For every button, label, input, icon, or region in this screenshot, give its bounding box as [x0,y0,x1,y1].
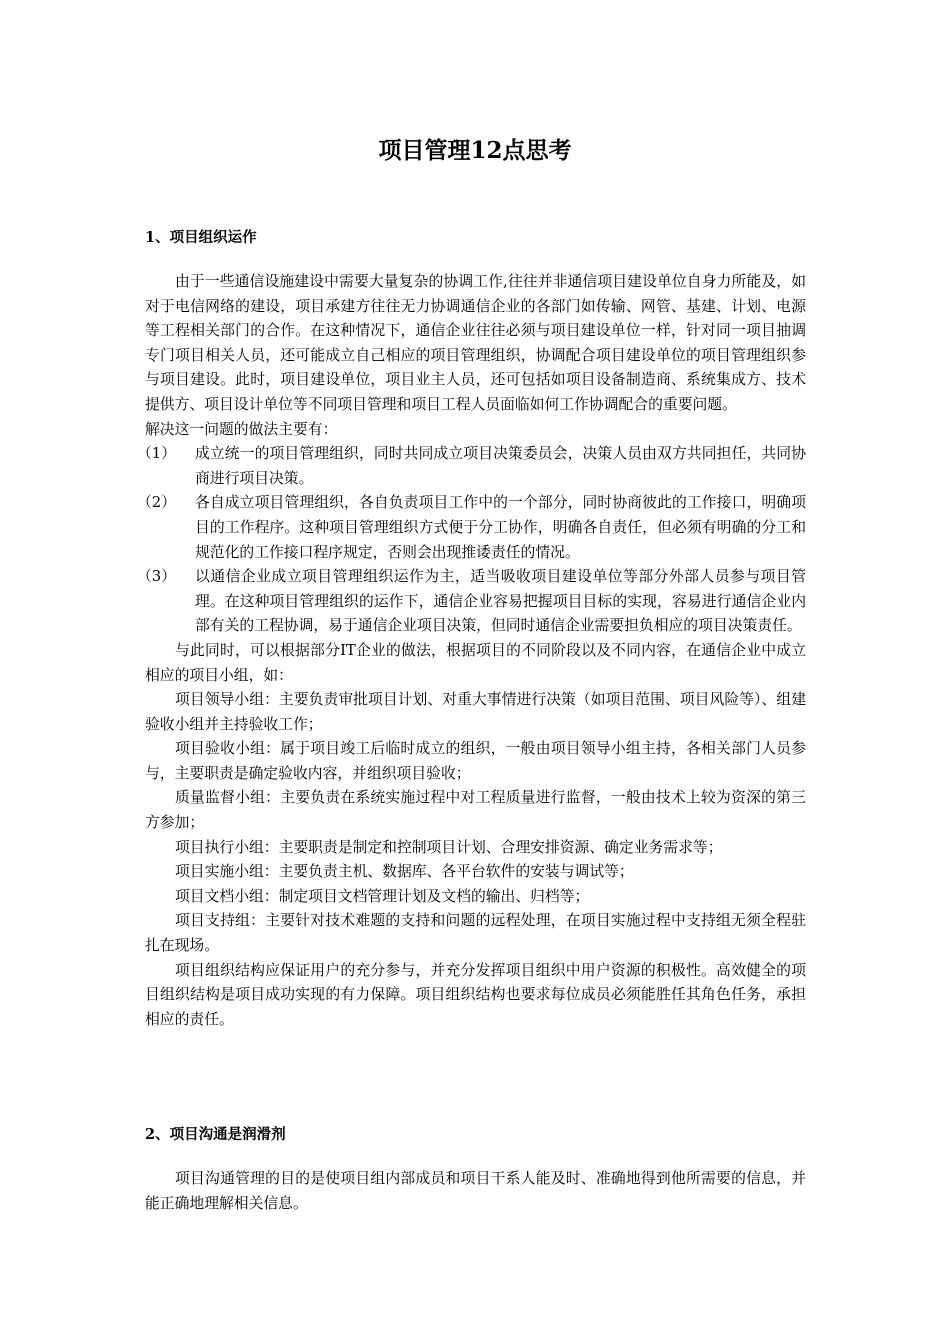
list-item-text: 以通信企业成立项目管理组织运作为主，适当吸收项目建设单位等部分外部人员参与项目管理。在这种项目管理组织的运作下，通信企业容易把握项目目标的实现，容易进行通信企业内部有关的工程协调，易于通信企业项目决策，但同时通信企业需要担负相应的项目决策责任。 [195,568,806,635]
solutions-lead-line: 解决这一问题的做法主要有： [145,420,338,438]
list-item-text: 成立统一的项目管理组织，同时共同成立项目决策委员会，决策人员由双方共同担任，共同协商进行项目决策。 [195,445,806,487]
list-item-text: 各自成立项目管理组织，各自负责项目工作中的一个部分，同时协商彼此的工作接口，明确项目的工作程序。这种项目管理组织方式便于分工协作，明确各自责任，但必须有明确的分工和规范化的工作接口程序规定，否则会出现推诿责任的情况。 [195,494,806,561]
list-item-number: （2） [137,494,177,512]
implementation-group-paragraph: 项目实施小组：主要负责主机、数据库、各平台软件的安装与调试等； [175,863,634,881]
quality-group-paragraph: 质量监督小组：主要负责在系统实施过程中对工程质量进行监督，一般由技术上较为资深的第三方参加； [145,789,806,832]
section-1-intro-paragraph: 由于一些通信设施建设中需要大量复杂的协调工作,往往并非通信项目建设单位自身力所能及，如对于电信网络的建设，项目承建方往往无力协调通信企业的各部门如传输、网管、基建、计划、电源等工程相关部门的合作。在这种情况下，通信企业往往必须与项目建设单位一样，针对同一项目抽调专门项目相关人员，还可能成立自己相应的项目管理组织，协调配合项目建设单位的项目管理组织参与项目建设。此时，项目建设单位，项目业主人员，还可包括如项目设备制造商、系统集成方、技术提供方、项目设计单位等不同项目管理和项目工程人员面临如何工作协调配合的重要问题。 [145,273,806,413]
solution-list-item [137,442,806,491]
documentation-group-paragraph: 项目文档小组：制定项目文档管理计划及文档的输出、归档等； [175,887,590,905]
section-heading-1: 1、项目组织运作 [145,229,257,246]
leadership-group-paragraph: 项目领导小组：主要负责审批项目计划、对重大事情进行决策（如项目范围、项目风险等）、组建验收小组并主持验收工作； [145,691,806,733]
document-title: 项目管理12点思考 [378,137,572,164]
support-group-paragraph: 项目支持组：主要针对技术难题的支持和问题的远程处理，在项目实施过程中支持组无须全程驻扎在现场。 [145,912,806,955]
section-1-body [137,270,806,1032]
solution-list-item [137,565,806,639]
org-structure-paragraph: 项目组织结构应保证用户的充分参与，并充分发挥项目组织中用户资源的积极性。高效健全的项目组织结构是项目成功实现的有力保障。项目组织结构也要求每位成员必须能胜任其角色任务，承担相应的责任。 [145,961,806,1028]
project-groups-intro-paragraph: 与此同时，可以根据部分IT企业的做法，根据项目的不同阶段以及不同内容，在通信企业中成立相应的项目小组，如： [145,641,806,684]
communication-paragraph: 项目沟通管理的目的是使项目组内部成员和项目干系人能及时、准确地得到他所需要的信息，并能正确地理解相关信息。 [145,1170,806,1212]
section-2-body [145,1167,806,1216]
acceptance-group-paragraph: 项目验收小组：属于项目竣工后临时成立的组织，一般由项目领导小组主持，各相关部门人员参与，主要职责是确定验收内容，并组织项目验收； [145,740,806,782]
execution-group-paragraph: 项目执行小组：主要职责是制定和控制项目计划、合理安排资源、确定业务需求等； [175,838,723,856]
list-item-number: （1） [137,445,177,463]
solution-list-item [137,491,806,565]
list-item-number: （3） [137,568,177,586]
section-heading-2: 2、项目沟通是润滑剂 [145,1126,286,1143]
